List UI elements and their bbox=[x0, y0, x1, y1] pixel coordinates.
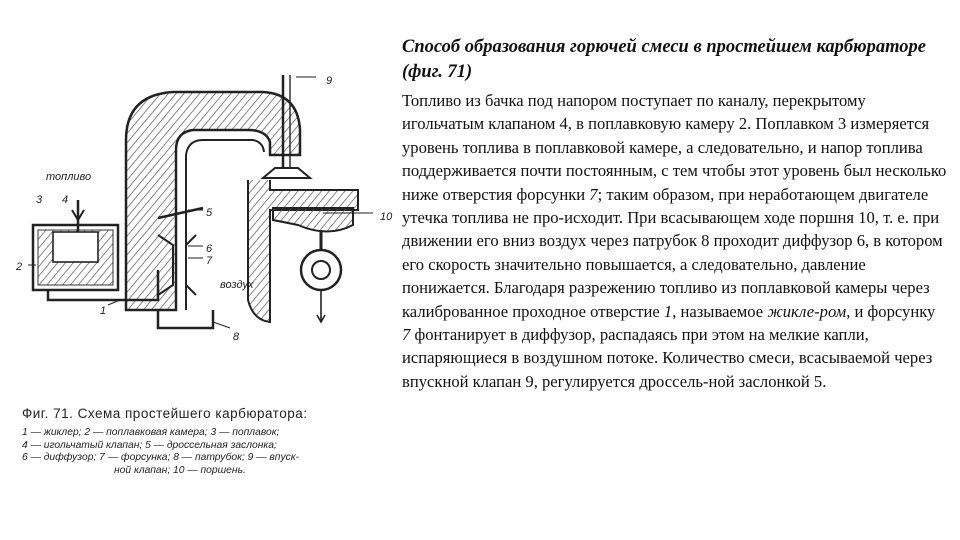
text-run-italic: 1 bbox=[663, 301, 673, 321]
label-10: 10 bbox=[380, 211, 393, 223]
figure-legend bbox=[22, 427, 398, 477]
body-paragraph bbox=[402, 89, 947, 393]
text-run-italic: жикле-ром bbox=[767, 301, 847, 321]
label-6: 6 bbox=[206, 243, 213, 255]
piston bbox=[273, 208, 353, 232]
label-air: воздух bbox=[220, 279, 254, 291]
carburetor-diagram bbox=[8, 60, 393, 350]
label-8: 8 bbox=[233, 331, 240, 343]
label-3: 3 bbox=[36, 194, 43, 206]
text-run: , и форсунку bbox=[846, 301, 936, 321]
legend-line: ной клапан; 10 — поршень. bbox=[114, 464, 246, 476]
label-4: 4 bbox=[62, 194, 69, 206]
text-run: ; таким образом, при неработающем двигателе утечка топлива не про-исходит. При всасывающем ходе поршня 10, т. е. при движении его вниз воздух через патрубок 8 проходит диффузор 6, в котором его скорость значительно повышается, а следовательно, давление понижается. Благодаря разрежению топливо из поплавковой камеры через калиброванное проходное отверстие bbox=[402, 184, 943, 321]
label-fuel: топливо bbox=[46, 171, 92, 183]
float bbox=[53, 232, 98, 262]
legend-line: 4 — игольчатый клапан; 5 — дроссельная заслонка; bbox=[22, 439, 277, 451]
carburetor-figure bbox=[8, 60, 393, 480]
figure-caption bbox=[22, 406, 398, 477]
label-9: 9 bbox=[326, 75, 333, 87]
text-column bbox=[402, 35, 947, 393]
text-run-italic: 7 bbox=[589, 184, 598, 204]
text-run-italic: 7 bbox=[402, 325, 411, 345]
label-5: 5 bbox=[206, 207, 213, 219]
legend-line: 6 — диффузор; 7 — форсунка; 8 — патрубок; 9 — впуск- bbox=[22, 452, 300, 463]
text-run: Топливо из бачка под напором поступает по каналу, перекрытому игольчатым клапаном 4, в поплавковую камеру 2. Поплавком 3 измеряется уровень топлива в поплавковой камере, а следовательно, и напор топлива поддерживается почти постоянным, с тем чтобы этот уровень был несколько ниже отверстия форсунки bbox=[402, 91, 947, 204]
legend-line: 1 — жиклер; 2 — поплавковая камера; 3 — поплавок; bbox=[22, 427, 280, 438]
caption-title: Фиг. 71. Схема простейшего карбюратора: bbox=[22, 406, 308, 421]
text-run: фонтанирует в диффузор, распадаясь при этом на мелкие капли, испаряющиеся в воздушном потоке. Количество смеси, всасываемой через впускной клапан 9, регулируется дроссель-ной заслонкой 5. bbox=[402, 325, 933, 391]
slide-title: Способ образования горючей смеси в простейшем карбюраторе (фиг. 71) bbox=[402, 37, 926, 82]
label-7: 7 bbox=[206, 255, 213, 267]
label-1: 1 bbox=[100, 305, 107, 317]
label-2: 2 bbox=[16, 261, 23, 273]
text-run: , называемое bbox=[672, 301, 768, 321]
